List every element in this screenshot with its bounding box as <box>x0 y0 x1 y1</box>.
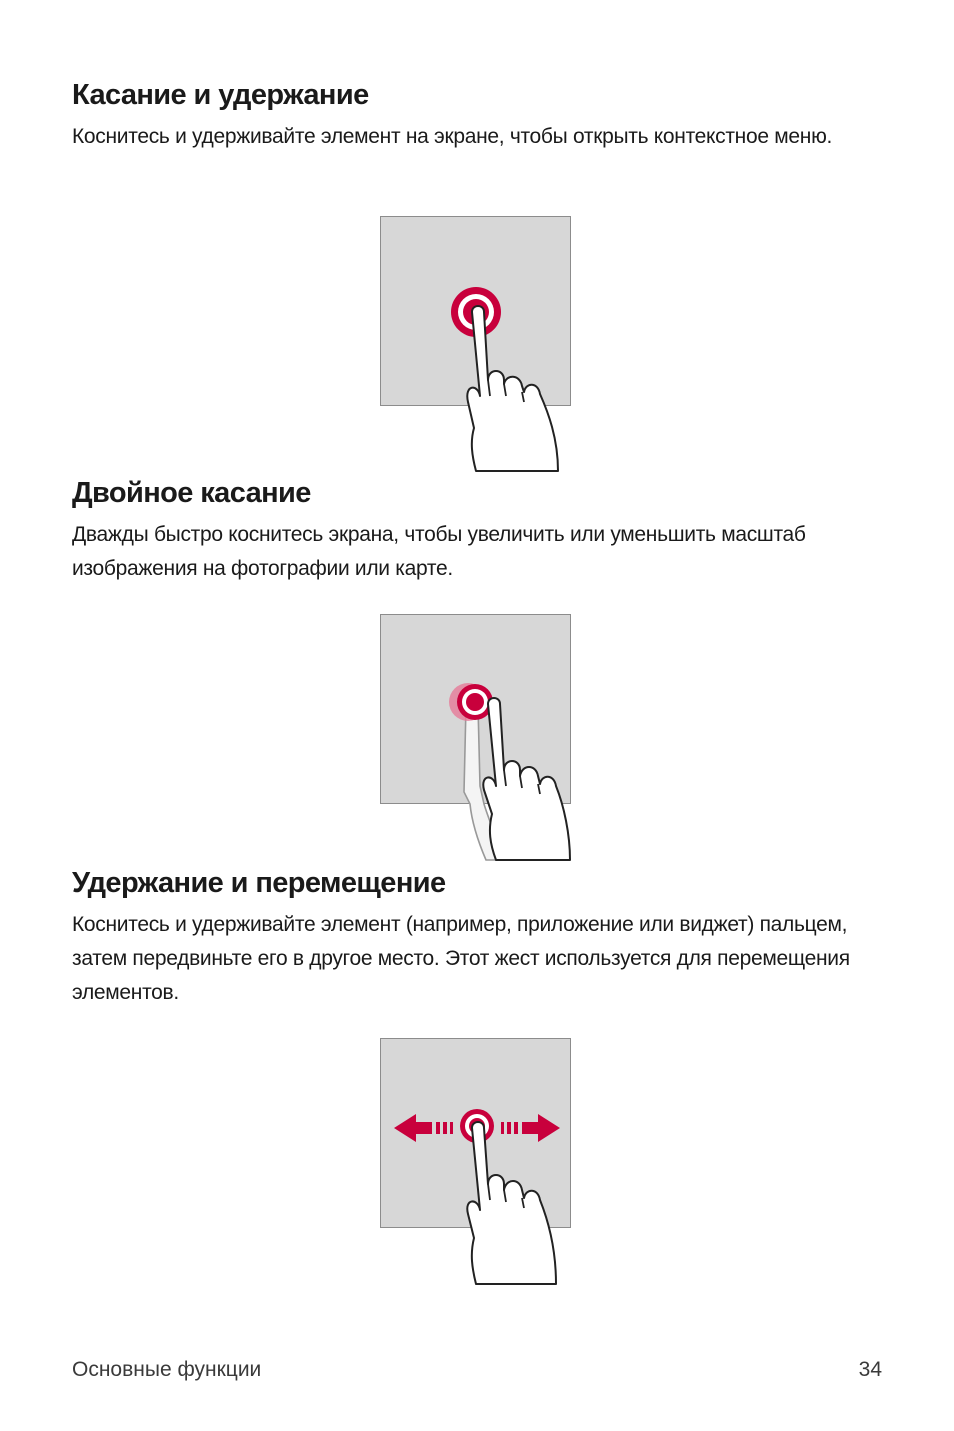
section-text: Коснитесь и удерживайте элемент на экране, чтобы открыть контекстное меню. <box>72 125 833 148</box>
drag-gesture-icon <box>380 1038 574 1298</box>
section-text: Дважды быстро коснитесь экрана, чтобы увеличить или уменьшить масштаб изображения на фотографии или карте. <box>72 523 806 580</box>
touch-hold-gesture-icon <box>380 216 574 476</box>
double-tap-gesture-icon <box>380 614 574 874</box>
footer-chapter: Основные функции <box>72 1358 262 1381</box>
section-drag <box>72 866 882 1010</box>
section-double-tap <box>72 476 882 586</box>
section-title: Двойное касание <box>72 477 311 509</box>
page-number: 34 <box>858 1358 882 1381</box>
section-text: Коснитесь и удерживайте элемент (например, приложение или виджет) пальцем, затем передвиньте его в другое место. Этот жест используется для перемещения элементов. <box>72 913 850 1004</box>
section-title: Удержание и перемещение <box>72 867 446 899</box>
section-touch-hold <box>72 78 882 154</box>
section-title: Касание и удержание <box>72 79 369 111</box>
